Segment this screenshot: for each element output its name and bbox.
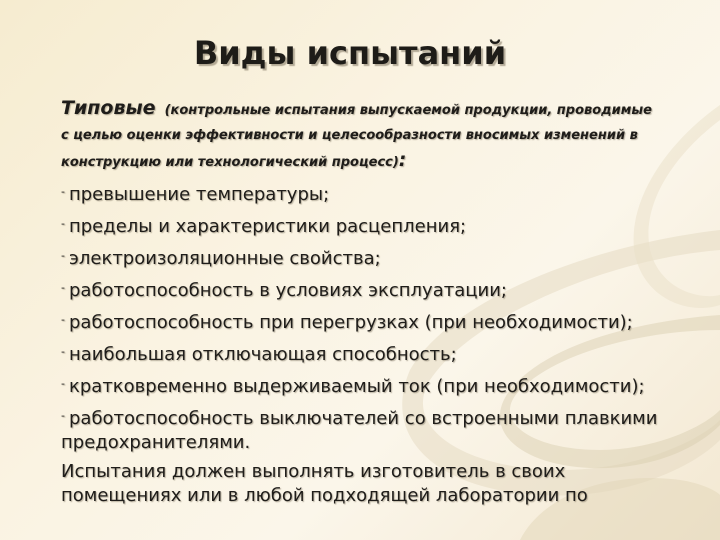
list-item	[61, 340, 661, 367]
list-item	[61, 276, 661, 303]
list-item	[61, 308, 661, 335]
list-item-text: работоспособность выключателей со встроенными плавкими предохранителями.	[61, 408, 658, 453]
list-item-text: пределы и характеристики расцепления;	[68, 216, 467, 237]
list-dash: -	[61, 409, 65, 422]
list-item-text: кратковременно выдерживаемый ток (при необходимости);	[68, 376, 645, 397]
list-item	[61, 212, 661, 239]
list-item-text: работоспособность в условиях эксплуатации;	[68, 280, 507, 301]
list-dash: -	[61, 377, 65, 390]
content-body	[61, 96, 661, 526]
list-item	[61, 180, 661, 207]
intro-colon: :	[398, 149, 407, 171]
list-item	[61, 244, 661, 271]
intro-paragraph	[61, 96, 661, 175]
list-item	[61, 372, 661, 399]
list-item-text: электроизоляционные свойства;	[68, 248, 381, 269]
list-dash: -	[61, 281, 65, 294]
list-dash: -	[61, 345, 65, 358]
list-item-text: работоспособность при перегрузках (при необходимости);	[68, 312, 633, 333]
intro-term: Типовые	[61, 97, 156, 119]
list-item-text: превышение температуры;	[68, 184, 330, 205]
list-item	[61, 404, 661, 455]
list-dash: -	[61, 313, 65, 326]
list-dash: -	[61, 217, 65, 230]
intro-description: (контрольные испытания выпускаемой продукции, проводимые с целью оценки эффективности и целесообразности вносимых изменений в конструкцию или технологический процесс)	[61, 103, 652, 170]
list-item-text: наибольшая отключающая способность;	[68, 344, 457, 365]
list-dash: -	[61, 249, 65, 262]
closing-paragraph: Испытания должен выполнять изготовитель в своих помещениях или в любой подходящей лаборатории по	[61, 461, 588, 506]
list-dash: -	[61, 185, 65, 198]
test-list	[61, 180, 661, 455]
slide-title: Виды испытаний	[193, 34, 507, 72]
